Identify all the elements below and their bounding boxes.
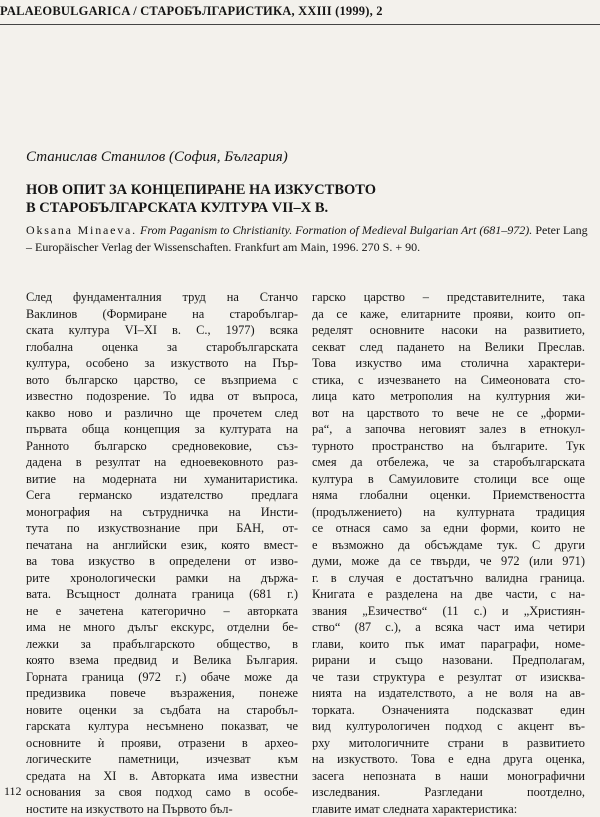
text-line: засега непозната в наши монографични (312, 768, 585, 785)
text-line: която взема предвид и Велика България. (26, 652, 298, 669)
text-line: Горната граница (972 г.) обаче може да (26, 669, 298, 686)
text-line: изследвания. Разгледани поотделно, (312, 784, 585, 801)
text-line: да се каже, елитарните прояви, които оп- (312, 306, 585, 323)
page-number: 112 (4, 784, 22, 799)
text-line: култура в Самуиловите столици все още (312, 471, 585, 488)
text-line: нията на издателството, а не воля на ав- (312, 685, 585, 702)
text-line: печатана на английски език, която вмест- (26, 537, 298, 554)
text-line: новите оценки за съдбата на старобъл- (26, 702, 298, 719)
text-line: вид културологичен подход с акцент въ- (312, 718, 585, 735)
text-line: логическите паметници, изчезват към (26, 751, 298, 768)
text-line: има не много дълъг екскурс, отделни бе- (26, 619, 298, 636)
body-column-right (312, 289, 585, 817)
text-line: не е зачетена категорично – авторката (26, 603, 298, 620)
text-line: е възможно да обсъждаме тук. С други (312, 537, 585, 554)
book-publication-details: Peter Lang – Europäischer Verlag der Wissenschaften. Frankfurt am Main, 1996. 270 S. + 90. (26, 223, 588, 254)
header-rule (0, 24, 600, 25)
text-line: Това изкуство има столична характери- (312, 355, 585, 372)
text-line: средата на XI в. Авторката има известни (26, 768, 298, 785)
text-line: на изкуството. Това е една друга оценка, (312, 751, 585, 768)
text-line: ската култура VI–XI в. С., 1977) всяка (26, 322, 298, 339)
text-line: се отнася само за едни форми, които не (312, 520, 585, 537)
text-line: глобална оценка за старобългарската (26, 339, 298, 356)
book-title: From Paganism to Christianity. Formation of Medieval Bulgarian Art (681–972). (140, 223, 532, 237)
text-line: вата. Всъщност долната граница (681 г.) (26, 586, 298, 603)
text-line: предизвика повече възражения, понеже (26, 685, 298, 702)
text-line: звания „Езичество“ (11 с.) и „Християн- (312, 603, 585, 620)
text-line: вот на царството то вече не се „форми- (312, 405, 585, 422)
text-line: г. в случая е достатъчно валидна граница. (312, 570, 585, 587)
text-line: култура, особено за изкуството на Пър- (26, 355, 298, 372)
bibliographic-reference (26, 222, 592, 256)
text-line: Ваклинов (Формиране на старобългар- (26, 306, 298, 323)
text-line: основните ѝ прояви, отразени в архео- (26, 735, 298, 752)
article-title (26, 181, 376, 217)
text-line: първата обща концепция за културата на (26, 421, 298, 438)
title-line: В СТАРОБЪЛГАРСКАТА КУЛТУРА VII–X В. (26, 199, 376, 217)
text-line: витие на модерната ни хуманитаристика. (26, 471, 298, 488)
text-line: секват след падането на Велики Преслав. (312, 339, 585, 356)
text-line: Книгата е разделена на две части, с на- (312, 586, 585, 603)
text-line: стика, с изчезването на Симеоновата сто- (312, 372, 585, 389)
text-line: главите имат следната характеристика: (312, 801, 585, 817)
text-line: лица като метрополия на културния жи- (312, 388, 585, 405)
text-line: вото българско царство, се възприема с (26, 372, 298, 389)
text-line: няма глобални оценки. Приемствеността (312, 487, 585, 504)
body-column-left (26, 289, 298, 817)
text-line: основания за своя подход само в особе- (26, 784, 298, 801)
text-line: ра“, а започва неговият залез в етнокул- (312, 421, 585, 438)
text-line: Ранното българско средновековие, съз- (26, 438, 298, 455)
text-line: ва това изкуство в определени от изво- (26, 553, 298, 570)
title-line: НОВ ОПИТ ЗА КОНЦЕПИРАНЕ НА ИЗКУСТВОТО (26, 181, 376, 199)
text-line: рху митологичните страни в развитието (312, 735, 585, 752)
text-line: ределят основните насоки на развитието, (312, 322, 585, 339)
text-line: След фундаменталния труд на Станчо (26, 289, 298, 306)
text-line: че тази структура е резултат от изисква- (312, 669, 585, 686)
text-line: лежки за прабългарското общество, в (26, 636, 298, 653)
text-line: какво ново и различно ще прочетем след (26, 405, 298, 422)
text-line: гарско царство – представителните, така (312, 289, 585, 306)
text-line: смея да отбележа, че за старобългарската (312, 454, 585, 471)
text-line: гарската култура несъмнено показват, че (26, 718, 298, 735)
text-line: Сега германско издателство предлага (26, 487, 298, 504)
book-author: Oksana Minaeva. (26, 223, 137, 237)
text-line: известно подозрение. То идва от въпроса, (26, 388, 298, 405)
text-line: рите хронологически рамки на държа- (26, 570, 298, 587)
text-line: думи, може да се твърди, че 972 (или 971) (312, 553, 585, 570)
text-line: (продължението) на културната традиция (312, 504, 585, 521)
text-line: ство“ (87 с.), а всяка част има четири (312, 619, 585, 636)
running-head: PALAEOBULGARICA / СТАРОБЪЛГАРИСТИКА, XXIII (1999), 2 (0, 4, 600, 19)
review-author: Станислав Станилов (София, България) (26, 149, 288, 166)
text-line: торката. Означенията подсказват един (312, 702, 585, 719)
text-line: тута по изкуствознание при БАН, от- (26, 520, 298, 537)
text-line: глави, които пък имат параграфи, номе- (312, 636, 585, 653)
text-line: рирани и също назовани. Предполагам, (312, 652, 585, 669)
text-line: ностите на изкуството на Първото бъл- (26, 801, 298, 817)
text-line: турното пространство на българите. Тук (312, 438, 585, 455)
text-line: монография на сътрудничка на Инсти- (26, 504, 298, 521)
text-line: дадена в резултат на едноевековното раз- (26, 454, 298, 471)
